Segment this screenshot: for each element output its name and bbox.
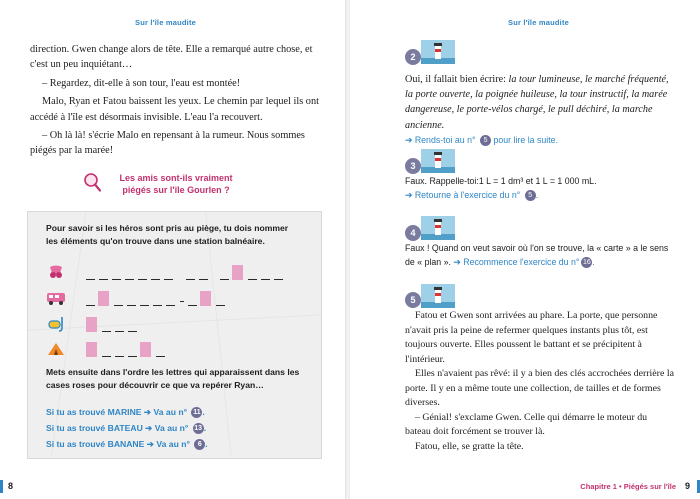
pink-box [140, 342, 151, 357]
section-title-line: piégés sur l'île Gourlen ? [122, 185, 230, 195]
pink-box [86, 342, 97, 357]
page-number-right: 9 [684, 481, 690, 491]
paragraph: – Regardez, dit-elle à son tour, l'eau est montée! [42, 77, 241, 89]
page-number-left: 8 [8, 481, 14, 491]
arrow-icon: ➔ [146, 439, 154, 449]
story-text-left [30, 42, 320, 159]
pink-box [232, 265, 243, 280]
puzzle-paper [27, 211, 322, 459]
paragraph: direction. Gwen change alors de tête. Elle a remarqué autre chose, et c'est un peu inquiétant… [30, 44, 313, 71]
clue-prefix: Si tu as trouvé [46, 439, 106, 449]
lighthouse-icon [421, 216, 455, 240]
clue-word: MARINE [107, 407, 142, 417]
paragraph: Malo, Ryan et Fatou baissent les yeux. Le chemin par lequel ils ont accédé à l'île est désormais invisible. L'eau l'a recouvert. [30, 96, 319, 123]
left-page [0, 0, 347, 499]
step-badge: 2 [405, 49, 421, 65]
snorkel-mask-icon [46, 316, 66, 332]
right-page [350, 0, 700, 499]
running-head-right: Sur l'île maudite [508, 18, 570, 27]
link-label: ➔ Recommence l'exercice du n° [453, 257, 580, 267]
lighthouse-icon [421, 40, 455, 64]
tent-icon [46, 341, 66, 357]
clue-goto: Va au n° [153, 407, 188, 417]
step-link[interactable] [405, 188, 675, 202]
clue-line: Si tu as trouvé BANANE ➔ Va au n° 6 . [46, 439, 208, 449]
link-label: pour lire la suite. [493, 134, 559, 145]
running-head-left: Sur l'île maudite [135, 18, 197, 27]
clue-prefix: Si tu as trouvé [46, 407, 106, 417]
step-badge: 3 [405, 158, 421, 174]
step-text: Faux ! Quand on veut savoir où l'on se trouve, la « carte » a le sens de « plan ». [405, 243, 669, 267]
step-3-text [405, 174, 675, 202]
arrow-icon: ➔ [145, 423, 153, 433]
paper-crease [51, 213, 86, 457]
camper-van-icon [46, 290, 66, 306]
step-link[interactable] [405, 133, 675, 148]
step-text: Oui, il fallait bien écrire: [405, 74, 509, 85]
word-row [46, 316, 296, 332]
clue-goto: Va au n° [156, 439, 190, 449]
step-text: Faux. Rappelle-toi:1 L = 1 dm³ et 1 L = 1 000 mL. [405, 176, 597, 186]
link-label: ➔ Rends-toi au n° [405, 134, 476, 145]
step-4-text [405, 241, 675, 269]
word-row [46, 264, 296, 280]
clue-word: BANANE [107, 439, 145, 449]
word-row [46, 290, 296, 306]
link-label: . [592, 257, 595, 267]
step-badge: 5 [405, 292, 421, 308]
clue-number[interactable]: 6 [194, 439, 205, 450]
puzzle-instruction: Mets ensuite dans l'ordre les lettres qui apparaissent dans les cases roses pour découvrir ce que va repérer Ryan… [46, 367, 300, 390]
paper-crease [205, 213, 232, 458]
step-link[interactable] [453, 257, 594, 267]
lighthouse-icon [421, 284, 455, 308]
step-5-text [405, 309, 675, 454]
section-title-line: Les amis sont-ils vraiment [119, 173, 233, 183]
step-badge: 4 [405, 225, 421, 241]
puzzle-intro: Pour savoir si les héros sont pris au piège, tu dois nommer les éléments qu'on trouve dans une station balnéaire. [46, 223, 289, 246]
link-number[interactable]: 5 [525, 190, 536, 201]
clue-prefix: Si tu as trouvé [46, 423, 106, 433]
word-row [46, 341, 296, 357]
paragraph: Fatou, elle, se gratte la tête. [415, 440, 524, 452]
link-label: . [535, 190, 539, 200]
sunglasses-swimsuit-icon [46, 264, 66, 280]
arrow-icon: ➔ [143, 407, 152, 417]
lighthouse-icon [421, 149, 455, 173]
paragraph: Elles n'avaient pas rêvé: il y a bien des clés accrochées derrière la porte. Il y en a même toute une collection, de tailles et de formes diverses. [405, 368, 674, 408]
clue-line: Si tu as trouvé MARINE ➔ Va au n° 11 . [46, 407, 205, 417]
link-number[interactable]: 5 [480, 135, 491, 146]
pink-box [98, 291, 109, 306]
link-number[interactable]: 16 [583, 259, 591, 267]
clue-number[interactable]: 13 [194, 425, 203, 433]
clue-word: BATEAU [107, 423, 143, 433]
section-title [86, 172, 266, 196]
chapter-footer: Chapitre 1 • Piégés sur l'île [580, 482, 676, 491]
paragraph: – Oh là là! s'écrie Malo en repensant à la rumeur. Nous sommes piégés par la marée! [30, 130, 305, 157]
clue-number[interactable]: 11 [193, 409, 201, 417]
pink-box [200, 291, 211, 306]
paragraph: – Génial! s'exclame Gwen. Celle qui démarre le moteur du bateau doit forcément se trouver là. [405, 411, 648, 437]
step-2-text [405, 72, 675, 148]
step-answer-list: la tour lumineuse, le marché fréquenté, la porte ouverte, la poignée huileuse, la tour instructif, la marée dangereuse, le porte-vélos chargé, le pull déchiré, la marche ancienne. [405, 74, 669, 131]
clue-line: Si tu as trouvé BATEAU ➔ Va au n° 13 . [46, 423, 207, 433]
paragraph: Fatou et Gwen sont arrivées au phare. La porte, que personne n'avait pris la peine de refermer quelques instants plus tôt, est toujours ouverte. Elles poussent le battant et se précipitent à l'intérieur. [405, 310, 658, 365]
page-edge-tick [0, 480, 3, 493]
pink-box [86, 317, 97, 332]
link-label: ➔ Retourne à l'exercice du n° [405, 190, 521, 200]
clue-goto: Va au n° [154, 423, 189, 433]
